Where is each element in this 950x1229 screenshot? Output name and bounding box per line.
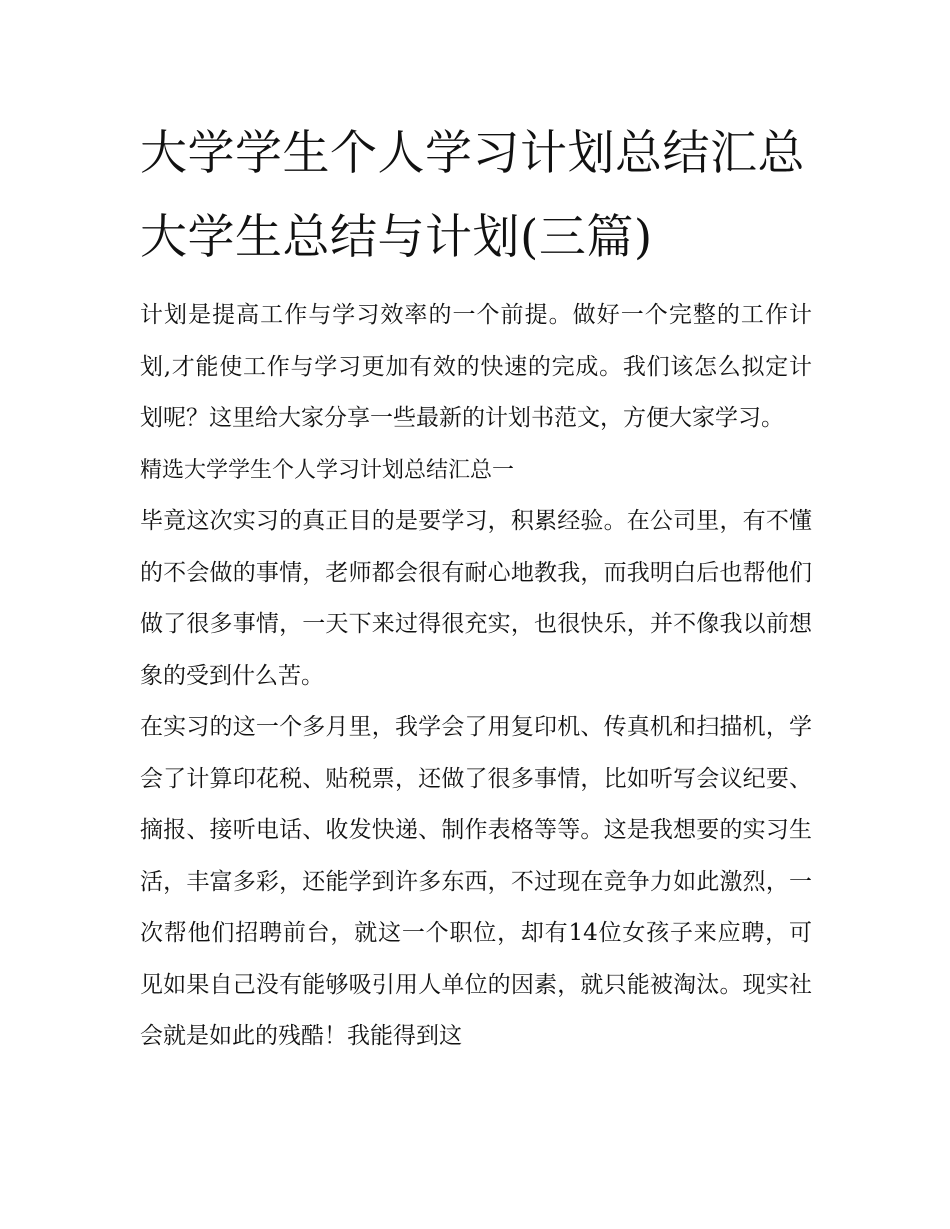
document-title: 大学学生个人学习计划总结汇总 大学生总结与计划(三篇) [140,126,821,265]
body-paragraph: 在实习的这一个多月里，我学会了用复印机、传真机和扫描机，学会了计算印花税、贴税票，还做了很多事情，比如听写会议纪要、摘报、接听电话、收发快递、制作表格等等。这是我想要的实习生活，丰富多彩，还能学到许多东西，不过现在竞争力如此激烈，一次帮他们招聘前台，就这一个职位，却有14位女孩子来应聘，可见如果自己没有能够吸引用人单位的因素，就只能被淘汰。现实社会就是如此的残酷！我能得到这 [140,714,812,1049]
intro-paragraph: 计划是提高工作与学习效率的一个前提。做好一个完整的工作计划,才能使工作与学习更加有效的快速的完成。我们该怎么拟定计划呢？这里给大家分享一些最新的计划书范文，方便大家学习。 [140,302,812,431]
section-heading: 精选大学学生个人学习计划总结汇总一 [140,457,515,483]
body-paragraph: 毕竟这次实习的真正目的是要学习，积累经验。在公司里，有不懂的不会做的事情，老师都会很有耐心地教我，而我明白后也帮他们做了很多事情，一天下来过得很充实，也很快乐，并不像我以前想象的受到什么苦。 [140,508,812,689]
document-body [140,112,821,1063]
